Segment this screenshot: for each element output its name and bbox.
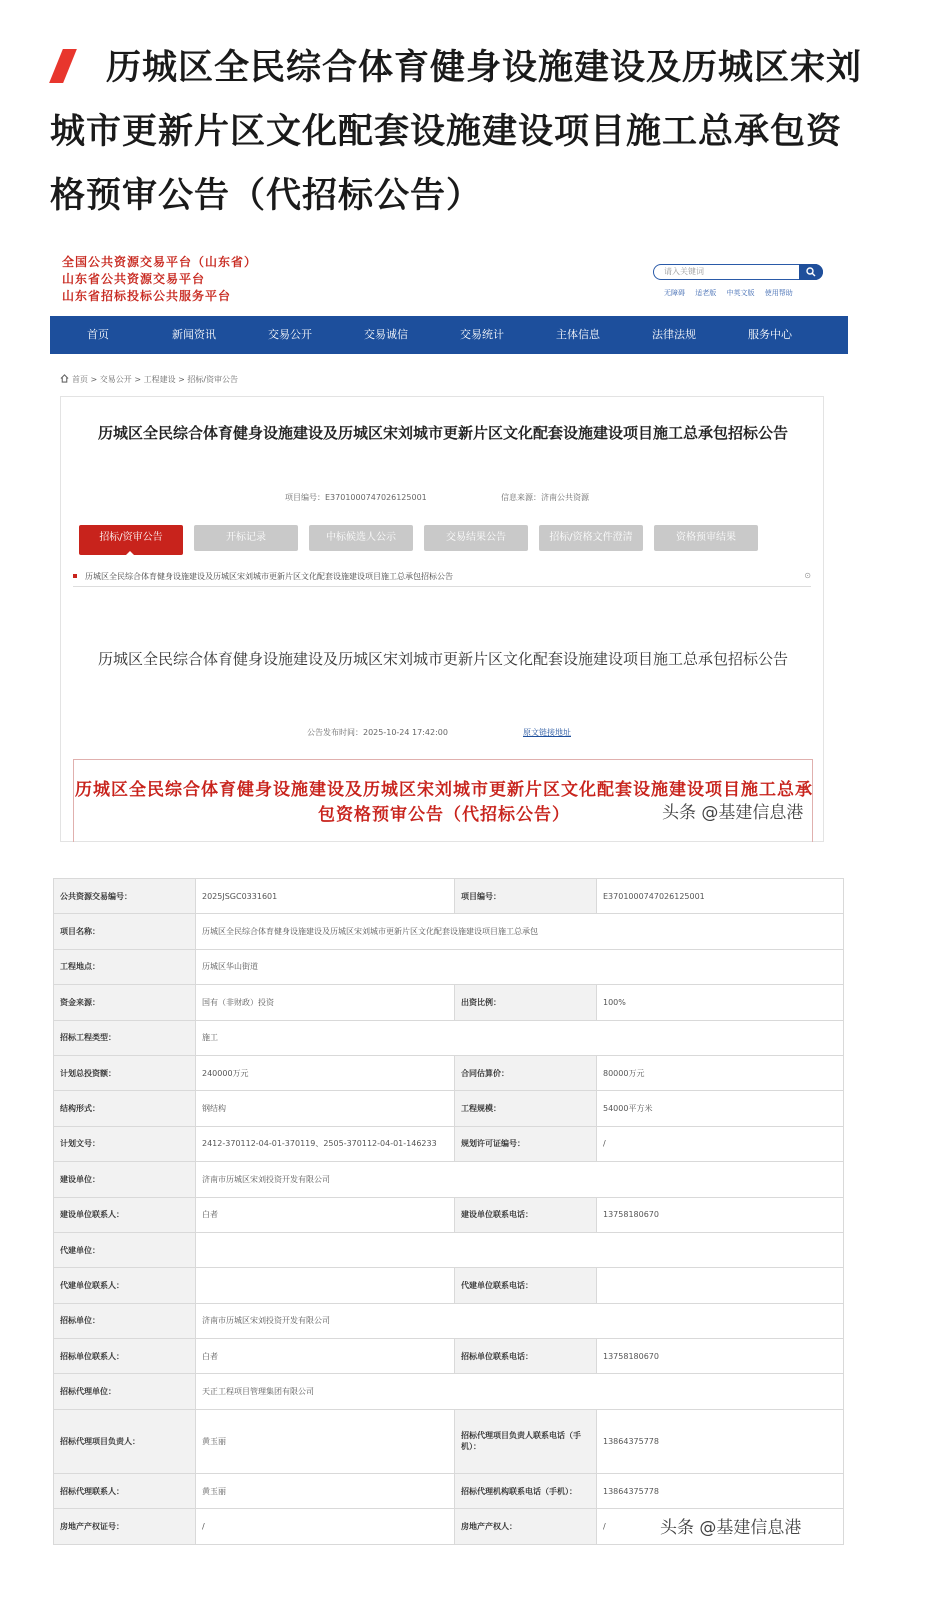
table-row bbox=[54, 1409, 844, 1473]
bullet-icon bbox=[73, 574, 77, 578]
table-value: 济南市历城区宋刘投资开发有限公司 bbox=[196, 1303, 844, 1338]
table-label: 项目编号： bbox=[455, 879, 597, 914]
headline-text: 历城区全民综合体育健身设施建设及历城区宋刘城市更新片区文化配套设施建设项目施工总承包资格预审公告（代招标公告） bbox=[50, 48, 863, 216]
table-value: / bbox=[597, 1126, 844, 1161]
table-value: 80000万元 bbox=[597, 1055, 844, 1090]
table-row bbox=[54, 1232, 844, 1267]
header-link[interactable]: 无障碍 bbox=[664, 289, 685, 297]
table-label: 房地产产权证号： bbox=[54, 1509, 196, 1544]
table-label: 招标代理机构联系电话（手机）： bbox=[455, 1473, 597, 1508]
table-value: 13758180670 bbox=[597, 1339, 844, 1374]
nav-item-trade-public[interactable]: 交易公开 bbox=[268, 328, 312, 341]
table-row bbox=[54, 949, 844, 984]
search-icon bbox=[806, 267, 816, 277]
table-value: 钢结构 bbox=[196, 1091, 455, 1126]
watermark: 头条 @基建信息港 bbox=[660, 1518, 802, 1538]
table-label: 招标单位： bbox=[54, 1303, 196, 1338]
portal-names bbox=[62, 254, 257, 305]
tab-bid-notice[interactable]: 招标/资审公告 bbox=[79, 525, 183, 555]
table-label: 招标代理联系人： bbox=[54, 1473, 196, 1508]
table-value: 天正工程项目管理集团有限公司 bbox=[196, 1374, 844, 1409]
table-row bbox=[54, 1303, 844, 1338]
table-row bbox=[54, 1055, 844, 1090]
table-row bbox=[54, 1162, 844, 1197]
table-label: 出资比例： bbox=[455, 985, 597, 1020]
tab-results[interactable]: 交易结果公告 bbox=[424, 525, 528, 551]
table-row bbox=[54, 1126, 844, 1161]
header-link[interactable]: 中英文版 bbox=[726, 289, 755, 297]
header-link[interactable]: 适老版 bbox=[695, 289, 717, 297]
table-label: 工程规模： bbox=[455, 1091, 597, 1126]
table-label: 招标代理单位： bbox=[54, 1374, 196, 1409]
watermark: 头条 @基建信息港 bbox=[662, 803, 804, 823]
table-value: 13864375778 bbox=[597, 1409, 844, 1473]
table-label: 公共资源交易编号： bbox=[54, 879, 196, 914]
portal-header bbox=[50, 244, 848, 316]
table-value: 白者 bbox=[196, 1197, 455, 1232]
table-row bbox=[54, 1197, 844, 1232]
table-label: 规划许可证编号： bbox=[455, 1126, 597, 1161]
table-value: 济南市历城区宋刘投资开发有限公司 bbox=[196, 1162, 844, 1197]
breadcrumb-text[interactable]: 首页 > 交易公开 > 工程建设 > 招标/资审公告 bbox=[72, 375, 239, 384]
table-label: 招标代理项目负责人： bbox=[54, 1409, 196, 1473]
project-info-table bbox=[53, 878, 844, 1545]
portal-search-box[interactable] bbox=[653, 264, 823, 280]
table-value: 施工 bbox=[196, 1020, 844, 1055]
portal-name-1: 全国公共资源交易平台（山东省） bbox=[62, 255, 258, 269]
table-label: 计划总投资额： bbox=[54, 1055, 196, 1090]
document-list-item[interactable] bbox=[73, 571, 811, 587]
nav-item-news[interactable]: 新闻资讯 bbox=[172, 328, 216, 341]
nav-item-subject-info[interactable]: 主体信息 bbox=[556, 328, 600, 341]
project-info-screenshot bbox=[53, 878, 843, 1545]
table-value: 国有（非财政）投资 bbox=[196, 985, 455, 1020]
table-value: / bbox=[597, 1509, 844, 1544]
table-value bbox=[196, 1268, 455, 1303]
tab-bid-opening[interactable]: 开标记录 bbox=[194, 525, 298, 551]
table-row bbox=[54, 1091, 844, 1126]
project-number: 项目编号：E3701000747026125001 bbox=[285, 493, 427, 502]
portal-name-3: 山东省招标投标公共服务平台 bbox=[62, 289, 232, 303]
table-value: 2025JSGC0331601 bbox=[196, 879, 455, 914]
header-links bbox=[664, 288, 801, 298]
tab-candidates[interactable]: 中标候选人公示 bbox=[309, 525, 413, 551]
table-label: 代建单位： bbox=[54, 1232, 196, 1267]
table-value bbox=[196, 1232, 844, 1267]
table-value: 54000平方米 bbox=[597, 1091, 844, 1126]
table-value: 黄玉丽 bbox=[196, 1409, 455, 1473]
table-value: 2412-370112-04-01-370119、2505-370112-04-01-146233 bbox=[196, 1126, 455, 1161]
notice-body-title: 历城区全民综合体育健身设施建设及历城区宋刘城市更新片区文化配套设施建设项目施工总承包招标公告 bbox=[97, 650, 788, 668]
table-row bbox=[54, 1268, 844, 1303]
main-nav bbox=[50, 316, 848, 354]
notice-panel bbox=[60, 396, 824, 842]
table-value: / bbox=[196, 1509, 455, 1544]
article-headline bbox=[50, 36, 870, 228]
notice-document-title: 历城区全民综合体育健身设施建设及历城区宋刘城市更新片区文化配套设施建设项目施工总承包资格预审公告（代招标公告） bbox=[75, 780, 813, 825]
table-row bbox=[54, 985, 844, 1020]
search-button[interactable] bbox=[799, 264, 823, 280]
table-value: 13758180670 bbox=[597, 1197, 844, 1232]
nav-item-trade-stats[interactable]: 交易统计 bbox=[460, 328, 504, 341]
table-value: 白者 bbox=[196, 1339, 455, 1374]
portal-screenshot bbox=[50, 244, 848, 842]
breadcrumb bbox=[60, 374, 238, 385]
table-label: 工程地点： bbox=[54, 949, 196, 984]
tab-clarification[interactable]: 招标/资格文件澄清 bbox=[539, 525, 643, 551]
nav-item-laws[interactable]: 法律法规 bbox=[652, 328, 696, 341]
document-title[interactable]: 历城区全民综合体育健身设施建设及历城区宋刘城市更新片区文化配套设施建设项目施工总承包招标公告 bbox=[85, 572, 453, 581]
info-source: 信息来源：济南公共资源 bbox=[501, 493, 589, 502]
search-input[interactable]: 请入关键词 bbox=[664, 267, 704, 276]
table-label: 代建单位联系人： bbox=[54, 1268, 196, 1303]
notice-page-title: 历城区全民综合体育健身设施建设及历城区宋刘城市更新片区文化配套设施建设项目施工总承包招标公告 bbox=[97, 424, 788, 442]
portal-name-2: 山东省公共资源交易平台 bbox=[62, 272, 206, 286]
nav-item-trade-credit[interactable]: 交易诚信 bbox=[364, 328, 408, 341]
table-row bbox=[54, 879, 844, 914]
table-label: 结构形式： bbox=[54, 1091, 196, 1126]
table-value: 100% bbox=[597, 985, 844, 1020]
table-row bbox=[54, 1020, 844, 1055]
table-value: 13864375778 bbox=[597, 1473, 844, 1508]
tab-prequal-results[interactable]: 资格预审结果 bbox=[654, 525, 758, 551]
table-label: 建设单位： bbox=[54, 1162, 196, 1197]
table-label: 招标代理项目负责人联系电话（手机）： bbox=[455, 1409, 597, 1473]
table-value: 240000万元 bbox=[196, 1055, 455, 1090]
nav-item-home[interactable]: 首页 bbox=[87, 328, 109, 341]
home-icon[interactable] bbox=[60, 374, 69, 383]
table-label: 合同估算价： bbox=[455, 1055, 597, 1090]
table-label: 代建单位联系电话： bbox=[455, 1268, 597, 1303]
publish-time: 公告发布时间：2025-10-24 17:42:00 bbox=[307, 728, 448, 737]
nav-item-service[interactable]: 服务中心 bbox=[748, 328, 792, 341]
table-row bbox=[54, 1374, 844, 1409]
slash-accent-icon bbox=[49, 49, 77, 83]
table-row bbox=[54, 1473, 844, 1508]
table-label: 项目名称： bbox=[54, 914, 196, 949]
table-value: 黄玉丽 bbox=[196, 1473, 455, 1508]
table-label: 招标单位联系电话： bbox=[455, 1339, 597, 1374]
table-label: 建设单位联系电话： bbox=[455, 1197, 597, 1232]
table-value: 历城区华山街道 bbox=[196, 949, 844, 984]
table-label: 招标单位联系人： bbox=[54, 1339, 196, 1374]
table-value: E3701000747026125001 bbox=[597, 879, 844, 914]
table-row bbox=[54, 914, 844, 949]
table-label: 招标工程类型： bbox=[54, 1020, 196, 1055]
table-value bbox=[597, 1268, 844, 1303]
table-label: 资金来源： bbox=[54, 985, 196, 1020]
table-value: 历城区全民综合体育健身设施建设及历城区宋刘城市更新片区文化配套设施建设项目施工总承包 bbox=[196, 914, 844, 949]
original-link[interactable]: 原文链接地址 bbox=[523, 728, 571, 737]
table-label: 计划文号： bbox=[54, 1126, 196, 1161]
expand-icon[interactable]: ⊙ bbox=[804, 571, 811, 580]
table-label: 建设单位联系人： bbox=[54, 1197, 196, 1232]
header-link[interactable]: 使用帮助 bbox=[764, 289, 793, 297]
table-label: 房地产产权人： bbox=[455, 1509, 597, 1544]
table-row bbox=[54, 1339, 844, 1374]
